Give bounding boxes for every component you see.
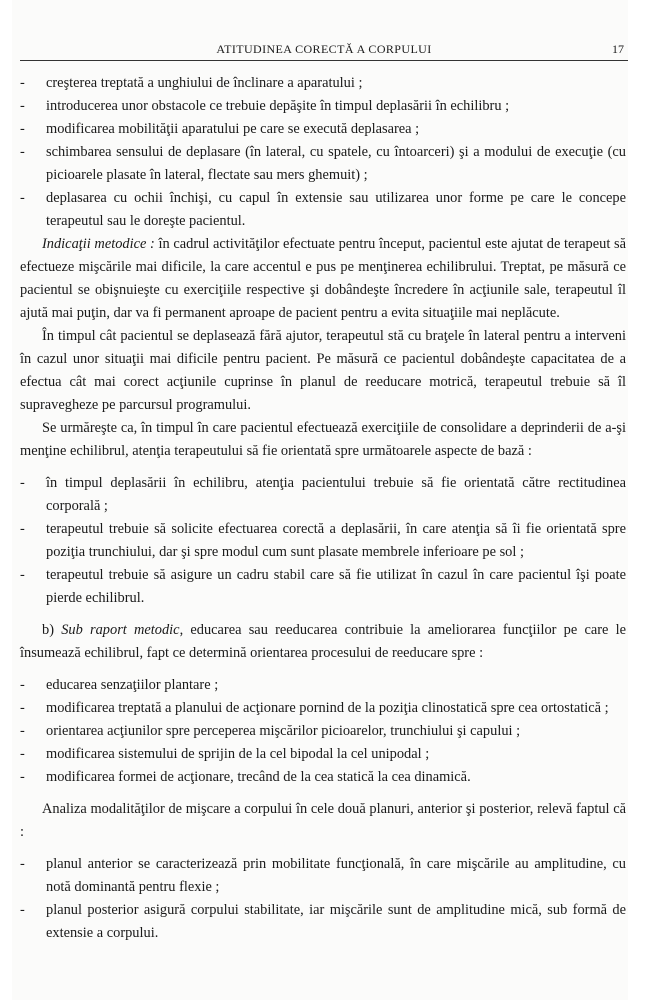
list-item: - în timpul deplasării în echilibru, atenţia pacientului trebuie să fie orientată către rectitudinea corporală ;: [20, 472, 626, 518]
progression-list: [20, 72, 626, 233]
reeducation-directions-list: [20, 674, 626, 789]
list-item: - introducerea unor obstacole ce trebuie depăşite în timpul deplasării în echilibru ;: [20, 95, 626, 118]
planes-list: [20, 853, 626, 945]
paragraph: Se urmăreşte ca, în timpul în care pacientul efectuează exerciţiile de consolidare a deprinderii de a-şi menţine echilibrul, atenţia terapeutului să fie orientată spre următoarele aspecte de bază :: [20, 420, 626, 459]
paragraph-text: în cadrul activităţilor efectuate pentru început, pacientul este ajutat de terapeut să efectueze mişcările mai dificile, la care accentul e pus pe menţinerea echilibrului. Treptat, pe măsură ce pacientul se obişnuieşte cu exerciţiile respective şi dobândeşte încredere în acţiunile sale, terapeutul îl ajută mai puţin, dar va fi permanent aproape de pacient pentru a evita situaţiile mai neplăcute.: [20, 236, 626, 321]
list-item: - schimbarea sensului de deplasare (în lateral, cu spatele, cu întoarceri) şi a modului de execuţie (cu picioarele plasate în lateral, flectate sau mers ghemuit) ;: [20, 141, 626, 187]
list-item: - planul posterior asigură corpului stabilitate, iar mişcările sunt de amplitudine mică, sub formă de extensie a corpului.: [20, 899, 626, 945]
paragraph-lead: Sub raport metodic: [61, 622, 180, 638]
methodical-indications-paragraph: [20, 233, 626, 325]
paragraph-text: , educarea sau reeducarea contribuie la ameliorarea funcţiilor pe care le însumează echilibrul, fapt ce determină orientarea procesului de reeducare spre :: [20, 622, 626, 661]
list-item: - modificarea treptată a planului de acţionare pornind de la poziţia clinostatică spre cea ortostatică ;: [20, 697, 626, 720]
methodical-aspect-paragraph: [20, 619, 626, 665]
list-item: - modificarea formei de acţionare, trecând de la cea statică la cea dinamică.: [20, 766, 626, 789]
list-item: - educarea senzaţiilor plantare ;: [20, 674, 626, 697]
paragraph-lead: Indicaţii metodice :: [42, 236, 155, 252]
book-page: [12, 0, 628, 1000]
list-item: - terapeutul trebuie să asigure un cadru stabil care să fie utilizat în cazul în care pacientul îşi poate pierde echilibrul.: [20, 564, 626, 610]
list-item: - planul anterior se caracterizează prin mobilitate funcţională, în care mişcările au amplitudine, cu notă dominantă pentru flexie ;: [20, 853, 626, 899]
running-header: [20, 40, 628, 61]
list-item: - terapeutul trebuie să solicite efectuarea corectă a deplasării, în care atenţia să îi fie orientată spre poziţia trunchiului, dar şi spre modul cum sunt plasate membrele inferioare pe sol ;: [20, 518, 626, 564]
body-text: [20, 72, 626, 945]
list-item: - deplasarea cu ochii închişi, cu capul în extensie sau utilizarea unor forme pe care le concepe terapeutul sau le doreşte pacientul.: [20, 187, 626, 233]
list-item: - modificarea sistemului de sprijin de la cel bipodal la cel unipodal ;: [20, 743, 626, 766]
page-number: 17: [612, 42, 624, 56]
paragraph: În timpul cât pacientul se deplasează fără ajutor, terapeutul stă cu braţele în lateral pentru a interveni în cazul unor situaţii mai dificile pentru pacient. Pe măsură ce pacientul dobândeşte capacitatea de a efectua cât mai corect acţiunile cuprinse în planul de reeducare motrică, terapeutul trebuie să îl supravegheze pe parcursul programului.: [20, 328, 626, 413]
attention-aspects-list: [20, 472, 626, 610]
list-item: - orientarea acţiunilor spre perceperea mişcărilor picioarelor, trunchiului şi capului ;: [20, 720, 626, 743]
paragraph: Analiza modalităţilor de mişcare a corpului în cele două planuri, anterior şi posterior, relevă faptul că :: [20, 801, 626, 840]
list-item: - creşterea treptată a unghiului de înclinare a aparatului ;: [20, 72, 626, 95]
list-item: - modificarea mobilităţii aparatului pe care se execută deplasarea ;: [20, 118, 626, 141]
chapter-title: ATITUDINEA CORECTĂ A CORPULUI: [216, 42, 432, 56]
paragraph-prefix: b): [42, 622, 62, 638]
